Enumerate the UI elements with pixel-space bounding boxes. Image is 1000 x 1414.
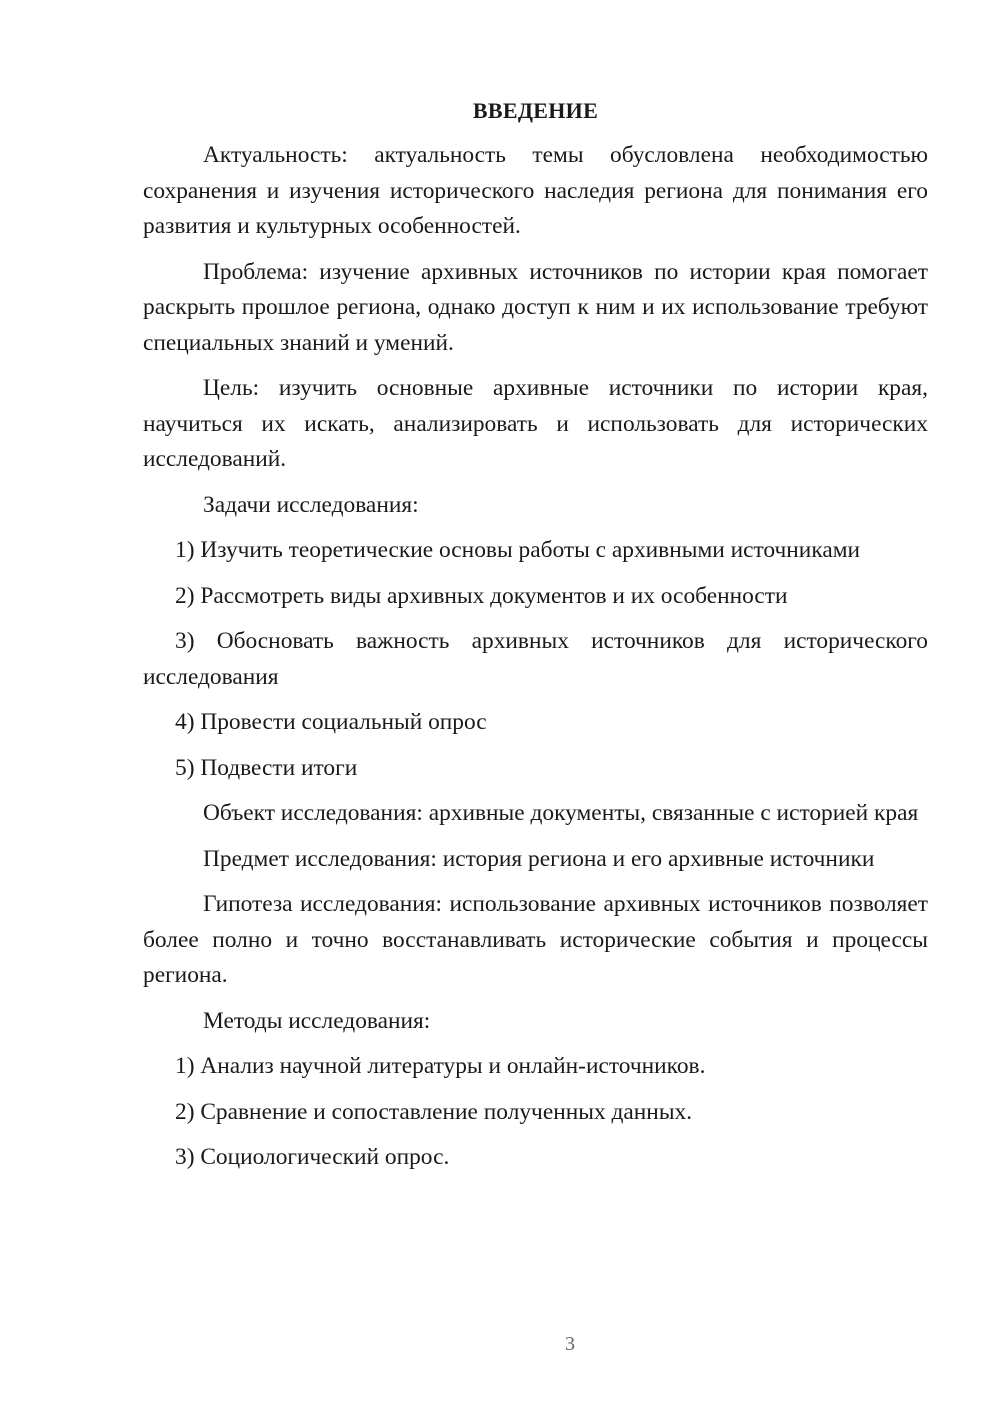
task-item: 1) Изучить теоретические основы работы с архивными источниками bbox=[175, 537, 861, 563]
hypothesis-paragraph: Гипотеза исследования: использование архивных источников позволяет более полно и точно восстанавливать исторические события и процессы региона. bbox=[143, 891, 928, 988]
methods-list bbox=[143, 1049, 928, 1176]
tasks-list bbox=[143, 533, 928, 786]
methods-heading: Методы исследования: bbox=[203, 1007, 431, 1034]
task-item: 5) Подвести итоги bbox=[175, 754, 358, 781]
tasks-heading: Задачи исследования: bbox=[203, 491, 419, 518]
method-item: 3) Социологический опрос. bbox=[175, 1144, 450, 1170]
task-item: 4) Провести социальный опрос bbox=[175, 709, 487, 735]
method-item: 2) Сравнение и сопоставление полученных данных. bbox=[175, 1098, 693, 1125]
relevance-paragraph: Актуальность: актуальность темы обусловлена необходимостью сохранения и изучения исторического наследия региона для понимания его развития и культурных особенностей. bbox=[143, 142, 928, 239]
document-body bbox=[143, 93, 928, 1186]
subject-paragraph: Предмет исследования: история региона и его архивные источники bbox=[203, 845, 875, 872]
section-title: ВВЕДЕНИЕ bbox=[472, 98, 599, 123]
task-item: 2) Рассмотреть виды архивных документов и их особенности bbox=[175, 582, 788, 609]
method-item: 1) Анализ научной литературы и онлайн-источников. bbox=[175, 1053, 706, 1079]
problem-paragraph: Проблема: изучение архивных источников по истории края помогает раскрыть прошлое региона, однако доступ к ним и их использование требуют специальных знаний и умений. bbox=[143, 258, 928, 356]
goal-paragraph: Цель: изучить основные архивные источники по истории края, научиться их искать, анализировать и использовать для исторических исследований. bbox=[143, 375, 928, 472]
task-item: 3) Обосновать важность архивных источников для исторического исследования bbox=[143, 628, 928, 690]
page-number: 3 bbox=[565, 1333, 575, 1355]
object-paragraph: Объект исследования: архивные документы, связанные с историей края bbox=[203, 800, 919, 826]
